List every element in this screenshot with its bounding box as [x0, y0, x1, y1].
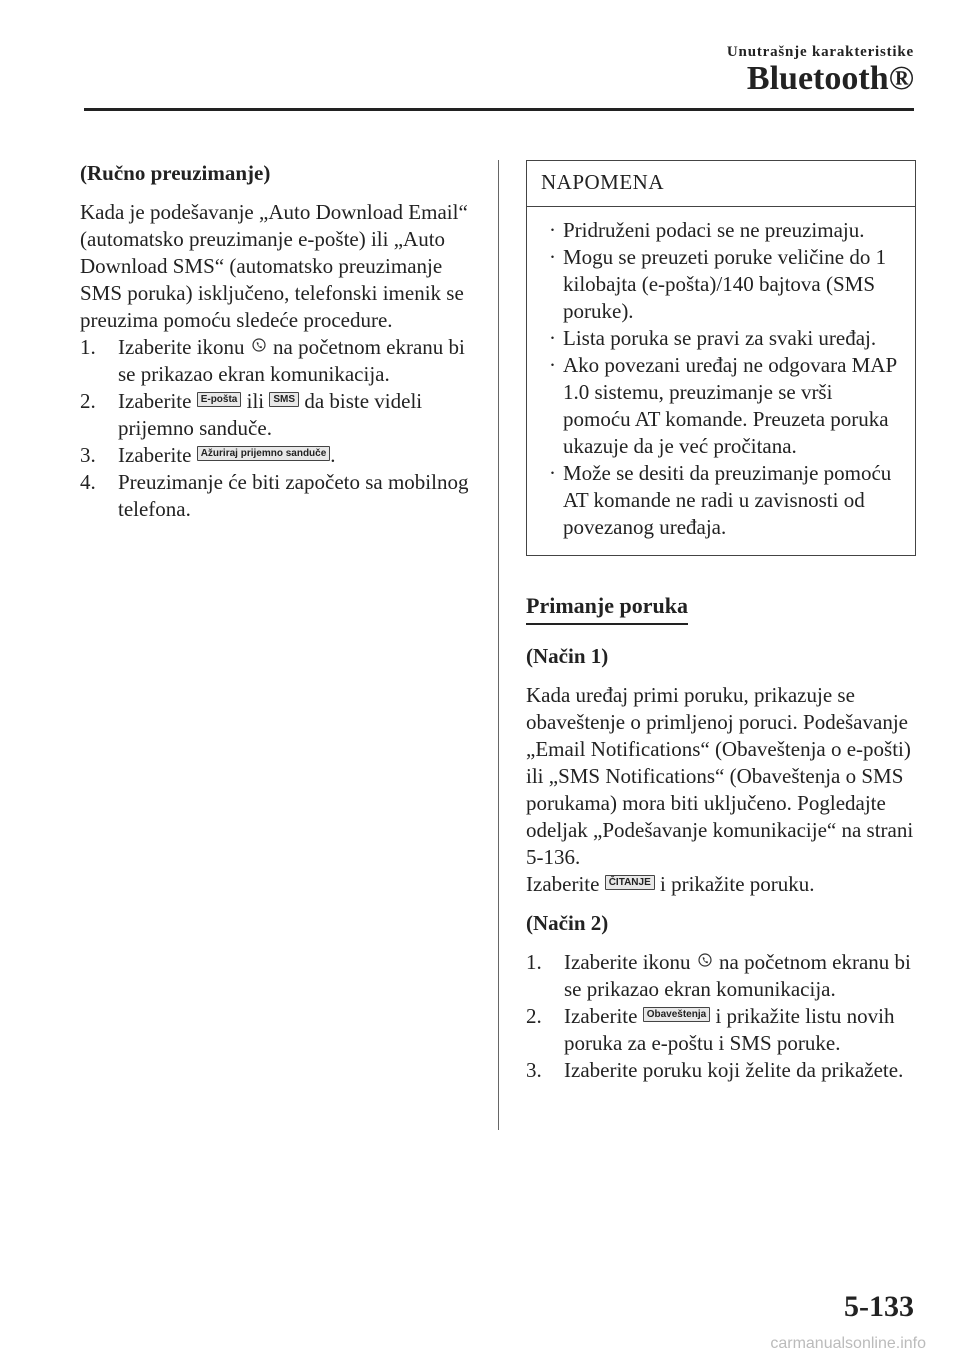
bullet-icon: · — [549, 245, 556, 269]
list-item — [541, 460, 901, 541]
note-title: NAPOMENA — [527, 161, 915, 207]
phone-icon — [252, 338, 266, 352]
step-text: na početnom ekranu bi se prikazao ekran komunikacija. — [564, 950, 911, 1001]
step-text: Preuzimanje će biti započeto sa mobilnog telefona. — [118, 470, 469, 521]
step-text: Izaberite — [564, 1004, 638, 1028]
note-box — [526, 160, 916, 556]
list-item — [526, 1003, 916, 1057]
list-item — [541, 325, 901, 352]
bullet-icon: · — [549, 326, 556, 350]
list-item — [541, 217, 901, 244]
list-item — [526, 1057, 916, 1084]
step-number: 2. — [526, 1004, 542, 1028]
chapter-subtitle: Unutrašnje karakteristike — [726, 44, 914, 60]
note-text: Lista poruka se pravi za svaki uređaj. — [563, 326, 877, 350]
step-text: ili — [246, 389, 265, 413]
method1-text: Kada uređaj primi poruku, prikazuje se obaveštenje o primljenoj poruci. Podešavanje „Email Notifications“ (Obaveštenja o e-pošti) ili „SMS Notifications“ (Obaveštenja o SMS porukama) mora biti uključeno. Pogledajte odeljak „Podešavanje komunikacije“ na strani 5-136. — [526, 683, 914, 869]
list-item — [541, 352, 901, 460]
method2-heading: (Način 2) — [526, 911, 609, 935]
step-number: 3. — [80, 443, 96, 467]
step-number: 1. — [80, 335, 96, 359]
note-text: Mogu se preuzeti poruke veličine do 1 kilobajta (e-pošta)/140 bajtova (SMS poruke). — [563, 245, 887, 323]
note-text: Pridruženi podaci se ne preuzimaju. — [563, 218, 865, 242]
step-text: i prikažite listu novih poruka za e-poštu i SMS poruke. — [564, 1004, 895, 1055]
phone-icon — [698, 953, 712, 967]
page-number: 5-133 — [844, 1290, 914, 1323]
email-button[interactable]: E-pošta — [197, 392, 242, 407]
list-item — [541, 244, 901, 325]
step-number: 3. — [526, 1058, 542, 1082]
manual-download-intro: Kada je podešavanje „Auto Download Email“ (automatsko preuzimanje e-pošte) ili „Auto Download SMS“ (automatsko preuzimanje SMS poruka) isključeno, telefonski imenik se preuzima pomoću sledeće procedure. — [80, 200, 468, 332]
column-divider — [498, 160, 499, 1130]
header-rule — [84, 108, 914, 111]
manual-download-steps — [80, 334, 470, 523]
method2-steps — [526, 949, 916, 1084]
list-item — [526, 949, 916, 1003]
bullet-icon: · — [549, 461, 556, 485]
step-text: . — [330, 443, 336, 467]
step-text: na početnom ekranu bi se prikazao ekran komunikacija. — [118, 335, 465, 386]
step-text: Izaberite — [118, 389, 192, 413]
note-list — [541, 217, 901, 541]
note-text: Može se desiti da preuzimanje pomoću AT komande ne radi u zavisnosti od povezanog uređaja. — [563, 461, 892, 539]
manual-download-heading: (Ručno preuzimanje) — [80, 161, 271, 185]
step-number: 4. — [80, 470, 96, 494]
step-text: Izaberite — [526, 872, 600, 896]
bullet-icon: · — [549, 353, 556, 377]
list-item — [80, 469, 470, 523]
watermark: carmanualsonline.info — [770, 1335, 926, 1352]
step-text: Izaberite ikonu — [118, 335, 245, 359]
bullet-icon: · — [549, 218, 556, 242]
list-item — [80, 442, 470, 469]
step-text: da biste videli prijemno sanduče. — [118, 389, 423, 440]
step-text: i prikažite poruku. — [660, 872, 815, 896]
notifications-button[interactable]: Obaveštenja — [643, 1007, 710, 1022]
list-item — [80, 388, 470, 442]
section-heading: Primanje poruka — [526, 592, 688, 625]
read-button[interactable]: ČITANJE — [605, 875, 655, 890]
step-text: Izaberite poruku koji želite da prikažete. — [564, 1058, 904, 1082]
step-number: 1. — [526, 950, 542, 974]
step-text: Izaberite ikonu — [564, 950, 691, 974]
step-number: 2. — [80, 389, 96, 413]
sms-button[interactable]: SMS — [269, 392, 299, 407]
update-inbox-button[interactable]: Ažuriraj prijemno sanduče — [197, 446, 331, 461]
step-text: Izaberite — [118, 443, 192, 467]
list-item — [80, 334, 470, 388]
method1-action — [526, 871, 916, 898]
chapter-title: Bluetooth® — [746, 60, 914, 97]
note-body — [527, 207, 915, 555]
left-column — [80, 160, 470, 523]
right-column — [526, 160, 916, 1084]
note-text: Ako povezani uređaj ne odgovara MAP 1.0 sistemu, preuzimanje se vrši pomoću AT komande. Preuzeta poruka ukazuje da je već pročitana. — [563, 353, 897, 458]
method1-heading: (Način 1) — [526, 644, 609, 668]
